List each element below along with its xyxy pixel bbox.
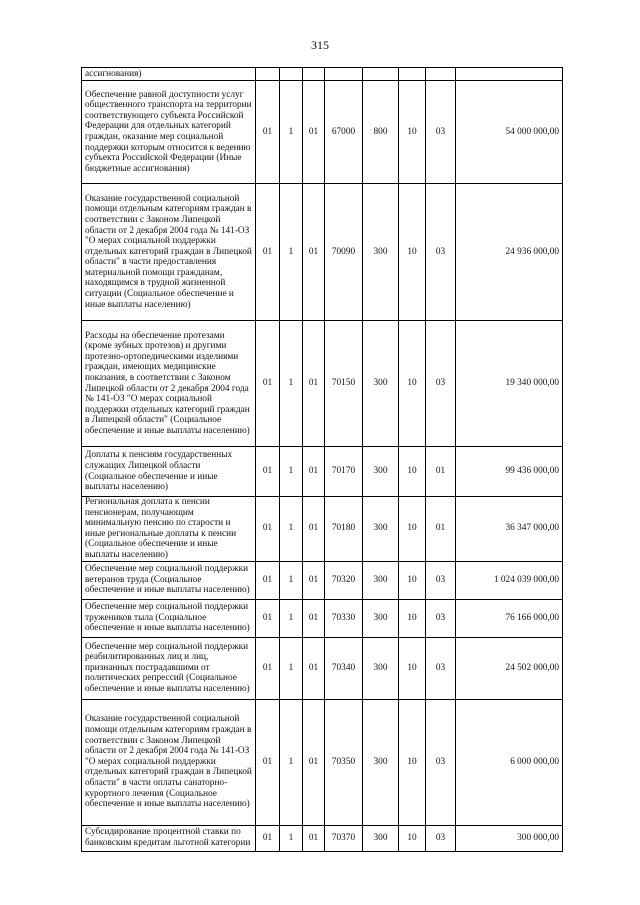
expense-type-code: 300 (363, 321, 399, 447)
activity-code: 01 (303, 561, 325, 599)
activity-code: 01 (303, 447, 325, 497)
subsection-code: 03 (426, 699, 456, 825)
expense-type-code: 300 (363, 497, 399, 562)
row-description: Обеспечение мер социальной поддержки реабилитированных лиц и лиц, признанных пострадавшими от политических репрессий (Социальное обеспечение и иные выплаты населению) (82, 637, 256, 699)
amount (456, 68, 563, 81)
activity-code: 01 (303, 825, 325, 851)
subprogram-code: 1 (280, 497, 303, 562)
section-code: 10 (399, 184, 426, 321)
expense-type-code (363, 68, 399, 81)
subprogram-code: 1 (280, 637, 303, 699)
section-code (399, 68, 426, 81)
table-row (82, 184, 563, 321)
amount: 54 000 000,00 (456, 81, 563, 184)
direction-code: 70180 (325, 497, 363, 562)
direction-code: 70170 (325, 447, 363, 497)
program-code: 01 (256, 497, 280, 562)
direction-code: 70350 (325, 699, 363, 825)
table-row (82, 321, 563, 447)
subsection-code: 03 (426, 561, 456, 599)
amount: 24 936 000,00 (456, 184, 563, 321)
program-code: 01 (256, 699, 280, 825)
row-description: Оказание государственной социальной помощи отдельным категориям граждан в соответствии с Законом Липецкой области от 2 декабря 2004 года № 141-ОЗ "О мерах социальной поддержки отдельных категорий граждан в Липецкой области" в части предоставления материальной помощи гражданам, находящимся в трудной жизненной ситуации (Социальное обеспечение и иные выплаты населению) (82, 184, 256, 321)
expense-type-code: 300 (363, 637, 399, 699)
subsection-code: 01 (426, 447, 456, 497)
activity-code: 01 (303, 637, 325, 699)
section-code: 10 (399, 561, 426, 599)
subprogram-code (280, 68, 303, 81)
amount: 6 000 000,00 (456, 699, 563, 825)
budget-table (81, 67, 563, 852)
section-code: 10 (399, 699, 426, 825)
section-code: 10 (399, 81, 426, 184)
direction-code (325, 68, 363, 81)
section-code: 10 (399, 825, 426, 851)
page-number: 315 (311, 38, 329, 52)
program-code: 01 (256, 321, 280, 447)
activity-code: 01 (303, 497, 325, 562)
direction-code: 70150 (325, 321, 363, 447)
program-code: 01 (256, 184, 280, 321)
subsection-code: 03 (426, 81, 456, 184)
subsection-code: 03 (426, 825, 456, 851)
subprogram-code: 1 (280, 599, 303, 637)
amount: 1 024 039 000,00 (456, 561, 563, 599)
table-row (82, 637, 563, 699)
row-description: Субсидирование процентной ставки по банковским кредитам льготной категории (82, 825, 256, 851)
table-row (82, 825, 563, 851)
section-code: 10 (399, 497, 426, 562)
direction-code: 70370 (325, 825, 363, 851)
amount: 99 436 000,00 (456, 447, 563, 497)
expense-type-code: 300 (363, 184, 399, 321)
program-code: 01 (256, 81, 280, 184)
table-row (82, 699, 563, 825)
amount: 76 166 000,00 (456, 599, 563, 637)
subsection-code: 01 (426, 497, 456, 562)
expense-type-code: 800 (363, 81, 399, 184)
subsection-code: 03 (426, 184, 456, 321)
row-description: Расходы на обеспечение протезами (кроме зубных протезов) и другими протезно-ортопедическими изделиями граждан, имеющих медицинские показания, в соответствии с Законом Липецкой области от 2 декабря 2004 года № 141-ОЗ "О мерах социальной поддержки отдельных категорий граждан в Липецкой области" (Социальное обеспечение и иные выплаты населению) (82, 321, 256, 447)
row-description: Обеспечение мер социальной поддержки ветеранов труда (Социальное обеспечение и иные выплаты населению) (82, 561, 256, 599)
direction-code: 67000 (325, 81, 363, 184)
subprogram-code: 1 (280, 321, 303, 447)
direction-code: 70090 (325, 184, 363, 321)
expense-type-code: 300 (363, 447, 399, 497)
amount: 36 347 000,00 (456, 497, 563, 562)
row-description: Региональная доплата к пенсии пенсионерам, получающим минимальную пенсию по старости и иные региональные доплаты к пенсии (Социальное обеспечение и иные выплаты населению) (82, 497, 256, 562)
activity-code: 01 (303, 321, 325, 447)
activity-code (303, 68, 325, 81)
row-description: Доплаты к пенсиям государственных служащих Липецкой области (Социальное обеспечение и иные выплаты населению) (82, 447, 256, 497)
subsection-code: 03 (426, 599, 456, 637)
program-code: 01 (256, 637, 280, 699)
direction-code: 70330 (325, 599, 363, 637)
subprogram-code: 1 (280, 561, 303, 599)
section-code: 10 (399, 637, 426, 699)
activity-code: 01 (303, 699, 325, 825)
amount: 19 340 000,00 (456, 321, 563, 447)
subprogram-code: 1 (280, 81, 303, 184)
subprogram-code: 1 (280, 699, 303, 825)
section-code: 10 (399, 447, 426, 497)
activity-code: 01 (303, 599, 325, 637)
subprogram-code: 1 (280, 184, 303, 321)
subprogram-code: 1 (280, 447, 303, 497)
amount: 300 000,00 (456, 825, 563, 851)
program-code: 01 (256, 561, 280, 599)
expense-type-code: 300 (363, 699, 399, 825)
program-code: 01 (256, 825, 280, 851)
row-description: ассигнования) (82, 68, 256, 81)
amount: 24 502 000,00 (456, 637, 563, 699)
table-row (82, 68, 563, 81)
table-row (82, 447, 563, 497)
direction-code: 70320 (325, 561, 363, 599)
program-code: 01 (256, 447, 280, 497)
subprogram-code: 1 (280, 825, 303, 851)
program-code (256, 68, 280, 81)
row-description: Оказание государственной социальной помощи отдельным категориям граждан в соответствии с Законом Липецкой области от 2 декабря 2004 года № 141-ОЗ "О мерах социальной поддержки отдельных категорий граждан в Липецкой области" в части оплаты санаторно-курортного лечения (Социальное обеспечение и иные выплаты населению) (82, 699, 256, 825)
activity-code: 01 (303, 81, 325, 184)
section-code: 10 (399, 321, 426, 447)
section-code: 10 (399, 599, 426, 637)
activity-code: 01 (303, 184, 325, 321)
subsection-code (426, 68, 456, 81)
table-row (82, 599, 563, 637)
program-code: 01 (256, 599, 280, 637)
table-row (82, 561, 563, 599)
subsection-code: 03 (426, 321, 456, 447)
table-row (82, 497, 563, 562)
table-row (82, 81, 563, 184)
expense-type-code: 300 (363, 825, 399, 851)
expense-type-code: 300 (363, 599, 399, 637)
row-description: Обеспечение равной доступности услуг общественного транспорта на территории соответствующего субъекта Российской Федерации для отдельных категорий граждан, оказание мер социальной поддержки которым относится к ведению субъекта Российской Федерации (Иные бюджетные ассигнования) (82, 81, 256, 184)
row-description: Обеспечение мер социальной поддержки тружеников тыла (Социальное обеспечение и иные выплаты населению) (82, 599, 256, 637)
subsection-code: 03 (426, 637, 456, 699)
direction-code: 70340 (325, 637, 363, 699)
expense-type-code: 300 (363, 561, 399, 599)
